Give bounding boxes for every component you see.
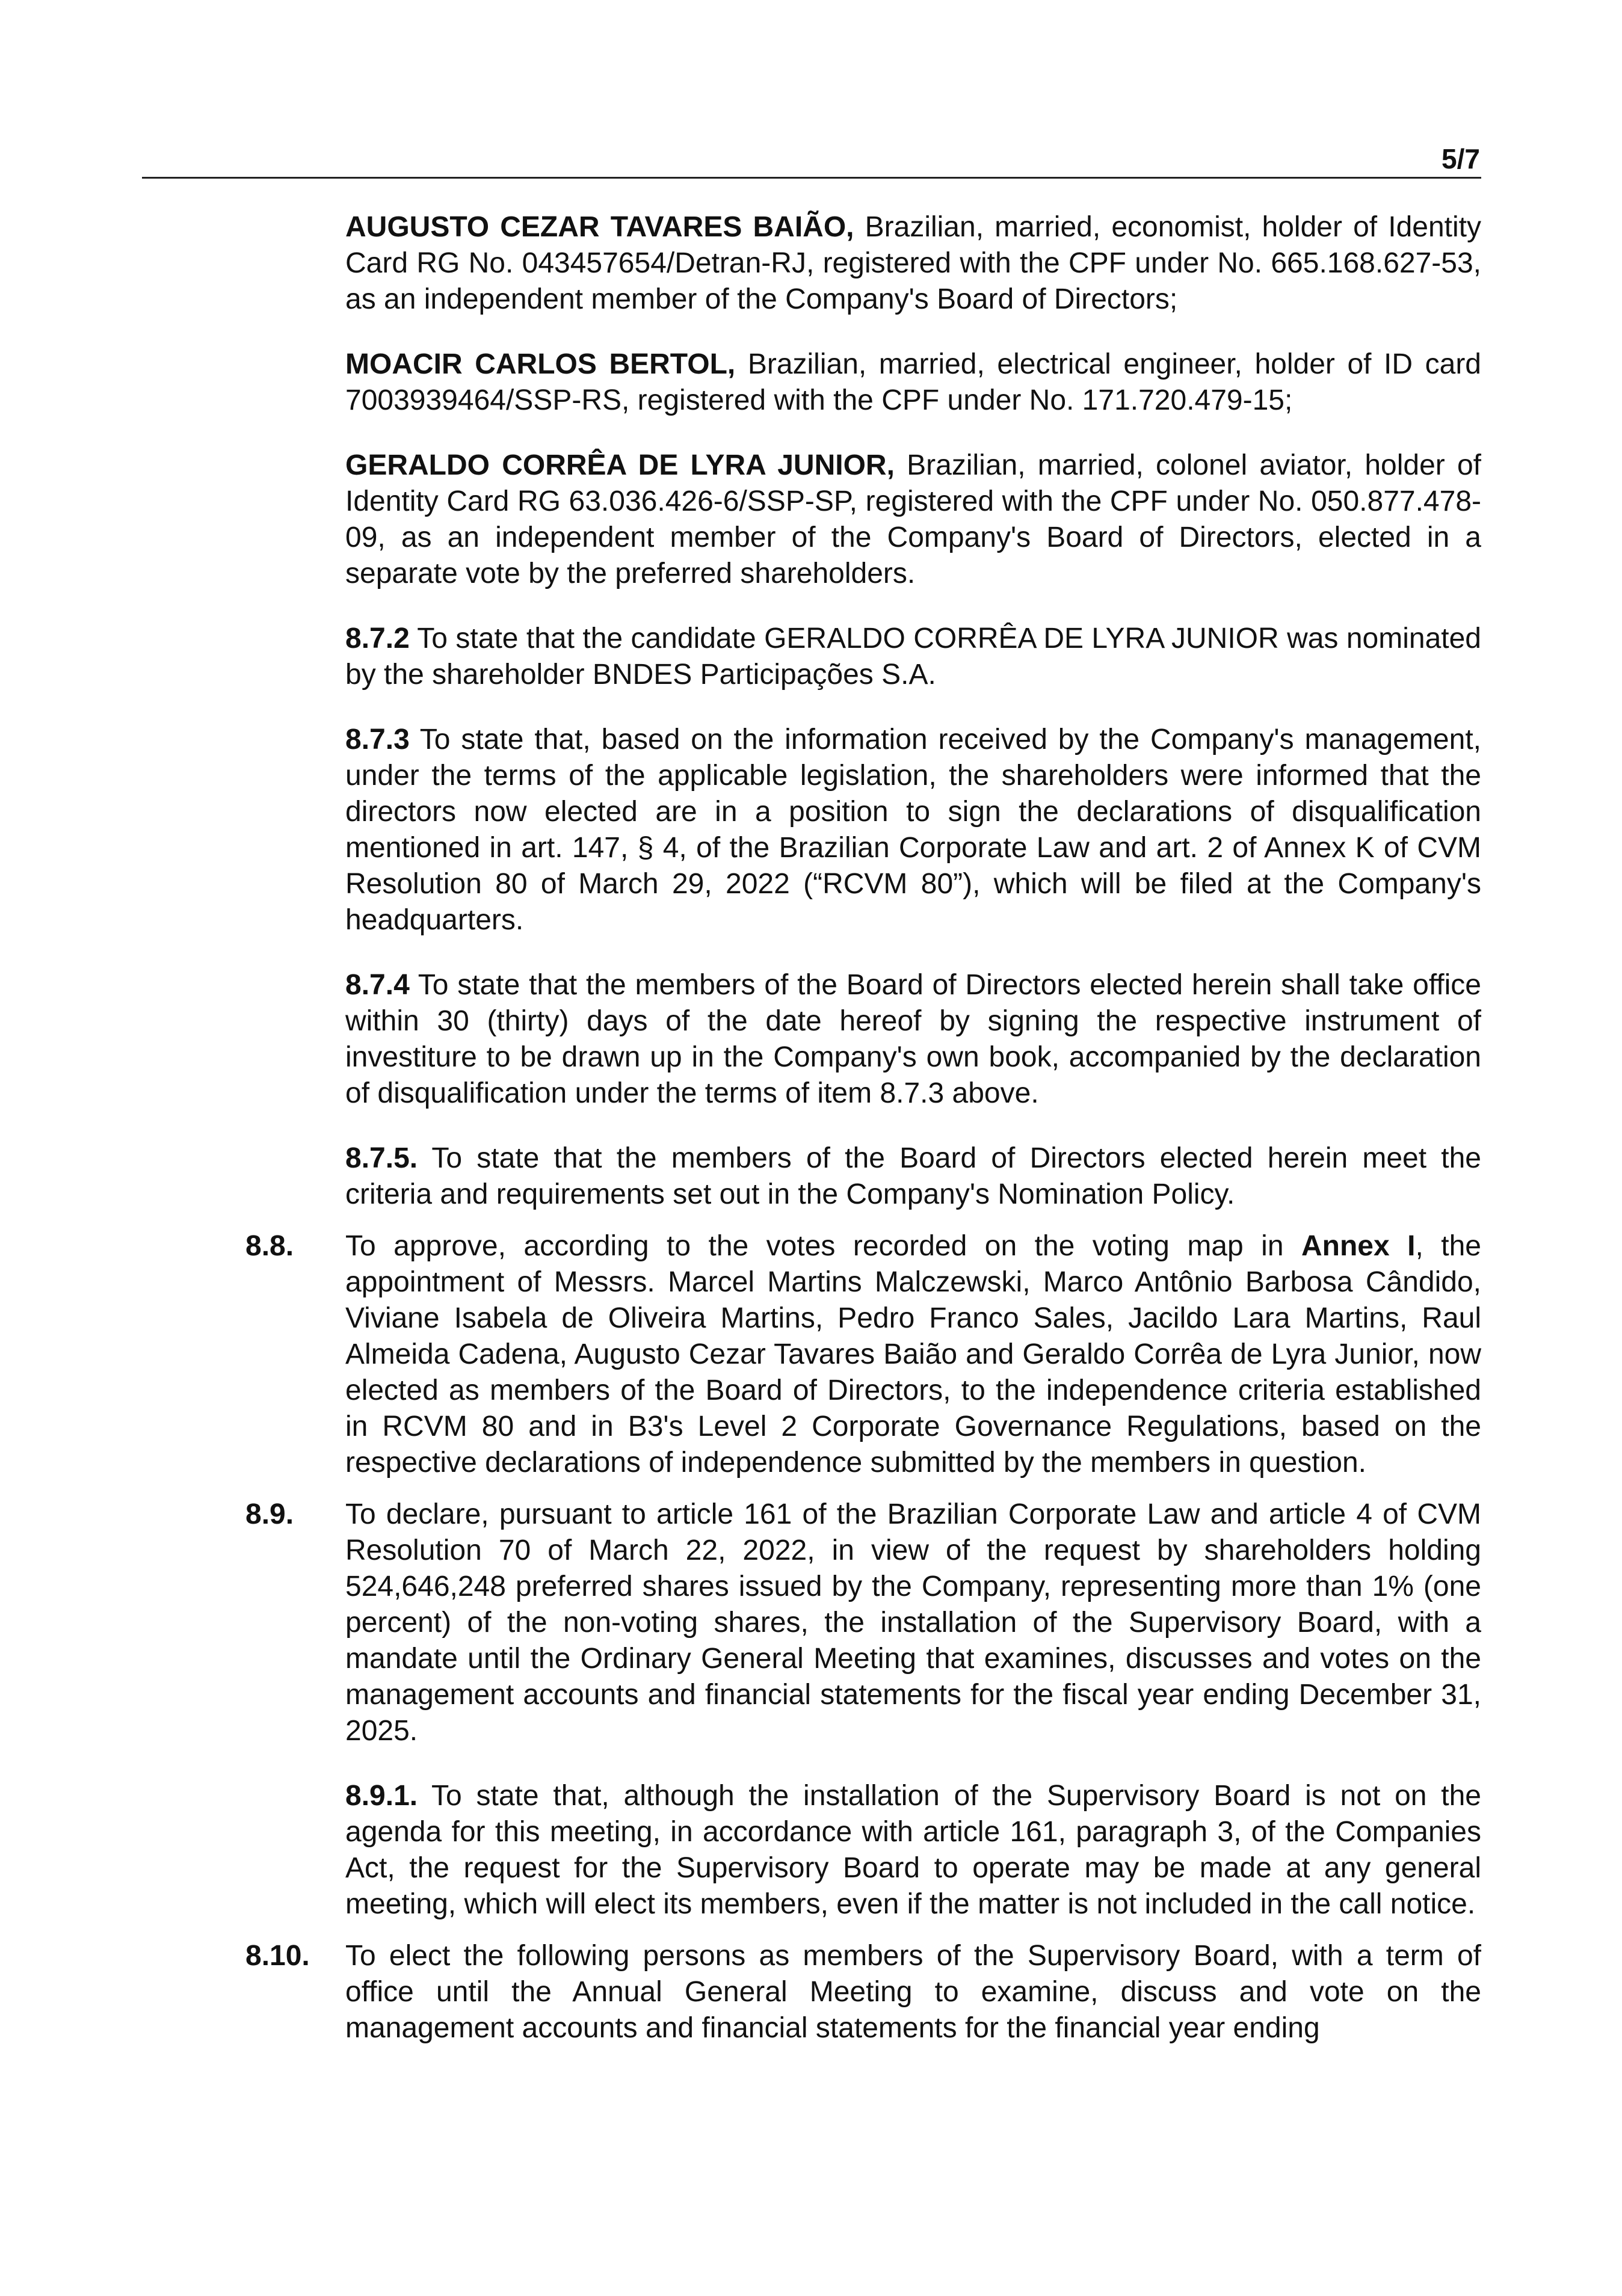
director-geraldo [345, 448, 1481, 592]
director-details: Brazilian, married, colonel aviator, holder of Identity Card RG 63.036.426-6/SSP-SP, registered with the CPF under No. 050.877.478-09, as an independent member of the Company's Board of Directors, elected in a separate vote by the preferred shareholders. [345, 449, 1482, 589]
subitem-8-7-3 [345, 722, 1481, 938]
director-name: GERALDO CORRÊA DE LYRA JUNIOR, [345, 449, 895, 481]
subitem-8-9-1 [345, 1778, 1481, 1922]
subitem-number: 8.7.5. [345, 1142, 418, 1174]
annex-reference: Annex I [1301, 1230, 1416, 1262]
item-number: 8.9. [245, 1498, 294, 1530]
director-details: Brazilian, married, economist, holder of Identity Card RG No. 043457654/Detran-RJ, registered with the CPF under No. 665.168.627-53, as an independent member of the Company's Board of Directors; [345, 211, 1481, 315]
subitem-text: To state that the candidate GERALDO CORRÊA DE LYRA JUNIOR was nominated by the shareholder BNDES Participações S.A. [345, 623, 1481, 691]
subitem-number: 8.7.2 [345, 623, 410, 654]
item-text-a: To approve, according to the votes recorded on the voting map in [345, 1230, 1301, 1262]
director-details: Brazilian, married, electrical engineer, holder of ID card 7003939464/SSP-RS, registered with the CPF under No. 171.720.479-15; [345, 348, 1481, 416]
item-text-b: , the appointment of Messrs. Marcel Martins Malczewski, Marco Antônio Barbosa Cândido, Viviane Isabela de Oliveira Martins, Pedro Franco Sales, Jacildo Lara Martins, Raul Almeida Cadena, Augusto Cezar Tavares Baião and Geraldo Corrêa de Lyra Junior, now elected as members of the Board of Directors, to the independence criteria established in RCVM 80 and in B3's Level 2 Corporate Governance Regulations, based on the respective declarations of independence submitted by the members in question. [345, 1230, 1482, 1479]
item-number: 8.8. [245, 1230, 294, 1262]
item-text: To elect the following persons as members of the Supervisory Board, with a term of office until the Annual General Meeting to examine, discuss and vote on the management accounts and financial statements for the financial year ending [345, 1940, 1481, 2044]
director-moacir [345, 346, 1481, 419]
item-number: 8.10. [245, 1940, 310, 1972]
subitem-8-7-5 [345, 1140, 1481, 1213]
subitem-text: To state that the members of the Board of Directors elected herein shall take office within 30 (thirty) days of the date hereof by signing the respective instrument of investiture to be drawn up in the Company's own book, accompanied by the declaration of disqualification under the terms of item 8.7.3 above. [345, 969, 1481, 1109]
subitem-text: To state that, although the installation of the Supervisory Board is not on the agenda for this meeting, in accordance with article 161, paragraph 3, of the Companies Act, the request for the Supervisory Board to operate may be made at any general meeting, which will elect its members, even if the matter is not included in the call notice. [345, 1780, 1481, 1920]
subitem-number: 8.7.4 [345, 969, 410, 1001]
director-name: AUGUSTO CEZAR TAVARES BAIÃO, [345, 211, 854, 243]
subitem-text: To state that the members of the Board of Directors elected herein meet the criteria and requirements set out in the Company's Nomination Policy. [345, 1142, 1481, 1210]
document-body [0, 180, 1622, 2062]
director-name: MOACIR CARLOS BERTOL, [345, 348, 736, 380]
subitem-number: 8.9.1. [345, 1780, 418, 1812]
item-8-10 [245, 1938, 1481, 2046]
item-text: To declare, pursuant to article 161 of the Brazilian Corporate Law and article 4 of CVM Resolution 70 of March 22, 2022, in view of the request by shareholders holding 524,646,248 preferred shares issued by the Company, representing more than 1% (one percent) of the non-voting shares, the installation of the Supervisory Board, with a mandate until the Ordinary General Meeting that examines, discusses and votes on the management accounts and financial statements for the fiscal year ending December 31, 2025. [345, 1498, 1481, 1747]
subitem-text: To state that, based on the information received by the Company's management, under the terms of the applicable legislation, the shareholders were informed that the directors now elected are in a position to sign the declarations of disqualification mentioned in art. 147, § 4, of the Brazilian Corporate Law and art. 2 of Annex K of CVM Resolution 80 of March 29, 2022 (“RCVM 80”), which will be filed at the Company's headquarters. [345, 724, 1481, 936]
header-rule [142, 177, 1481, 179]
director-augusto [345, 209, 1481, 318]
page-number: 5/7 [1442, 143, 1480, 174]
item-8-8 [245, 1228, 1482, 1481]
subitem-8-7-2 [345, 621, 1481, 693]
item-8-9 [245, 1497, 1481, 1749]
subitem-8-7-4 [345, 967, 1481, 1112]
subitem-number: 8.7.3 [345, 724, 410, 756]
